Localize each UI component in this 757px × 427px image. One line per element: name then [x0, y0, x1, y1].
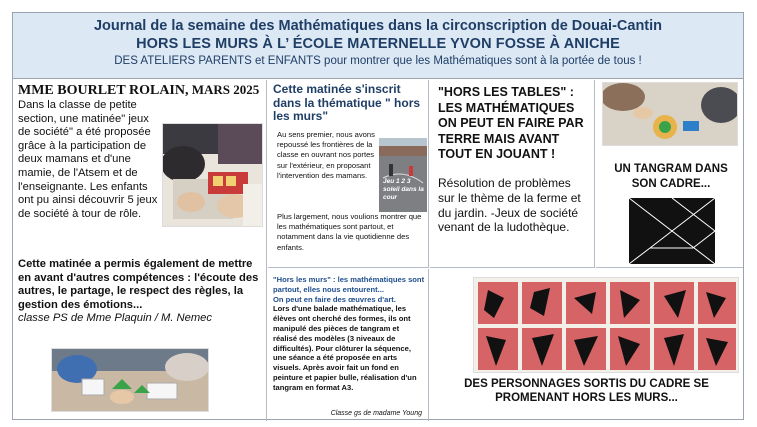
header-school: HORS LES MURS À L’ ÉCOLE MATERNELLE YVON FOSSE À ANICHE: [136, 36, 620, 52]
tangram-art-signature: Classe gs de madame Young: [330, 410, 422, 417]
photo-caption: Jeu 1 2 3 soleil dans la cour: [383, 178, 424, 201]
photo-children-table: [51, 348, 209, 412]
article-tangram-characters: [430, 269, 743, 421]
article-signature: classe PS de Mme Plaquin / M. Nemec: [18, 312, 212, 325]
newsletter-sheet: [12, 12, 744, 420]
article-date: MARS 2025: [191, 82, 260, 97]
tangram-frame-title: UN TANGRAM DANS SON CADRE...: [614, 163, 728, 190]
article-tangram-art-text: [273, 275, 425, 393]
header-subtitle: DES ATELIERS PARENTS et ENFANTS pour montrer que les Mathématiques sont à la portée de tous !: [114, 55, 642, 67]
article-tangram-frame: [596, 80, 743, 268]
article-hors-les-tables: [430, 80, 595, 268]
tangram-black-square: [629, 198, 715, 264]
article-hors-les-murs-title: Cette matinée s'inscrit dans la thématique " hors les murs": [273, 82, 421, 123]
article-paragraph-2: [18, 258, 264, 326]
quote-math-everywhere: "Hors les murs" : les mathématiques sont partout, elles nous entourent...: [273, 275, 425, 294]
article-paragraph-2-text: Cette matinée a permis également de mettre en avant d'autres compétences : l'écoute des autres, le partage, le respect des règles, la gestion des émotions...: [18, 258, 259, 311]
article-paragraph-1: Dans la classe de petite section, une matinée" jeux de société" a été proposée grâce à la participation de deux mamans et d'une mamie, de l'Atsem et de l'enseignante. Les enfants ont pu ainsi découvrir 5 jeux de société à tour de rôle.: [18, 99, 158, 220]
author-name: MME BOURLET ROLAIN,: [18, 83, 189, 98]
header-title: Journal de la semaine des Mathématiques dans la circonscription de Douai-Cantin: [93, 18, 663, 34]
quote-art: On peut en faire des œuvres d'art.: [273, 294, 396, 304]
article-jeux-de-societe: [13, 80, 267, 421]
photo-playground: [379, 138, 427, 212]
tangram-characters-title: DES PERSONNAGES SORTIS DU CADRE SE PROMENANT HORS LES MURS...: [464, 378, 709, 404]
hors-les-tables-title: "HORS LES TABLES" : LES MATHÉMATIQUES ON PEUT EN FAIRE PAR TERRE MAIS AVANT TOUT EN JOUANT !: [438, 85, 584, 161]
photo-tangram-characters: [473, 277, 739, 373]
hors-les-tables-text: Résolution de problèmes sur le thème de la ferme et du jardin. -Jeux de société venant de la ludothèque.: [438, 176, 581, 235]
photo-floor-game: [602, 82, 738, 146]
header-banner: [13, 13, 743, 79]
article-tangram-art: [268, 269, 429, 421]
article-hors-les-murs-text-1: Au sens premier, nous avons repoussé les frontières de la classe en ouvrant nos portes sur l'extérieur, en proposant l'intervention des mamans.: [277, 130, 375, 180]
tangram-art-body: Lors d'une balade mathématique, les élèves ont cherché des formes, ils ont manipulé des pièces de tangram et réalisé des modèles (3 niveaux de difficultés). Pour clôturer la séquence, une séance a été proposée en arts visuels. Après avoir fait un fond en peinture et papier bulle, réalisation d'un tangram en format A3.: [273, 304, 417, 392]
photo-board-game: [162, 123, 263, 227]
article-hors-les-murs: [268, 80, 429, 268]
article-hors-les-murs-text-2: Plus largement, nous voulions montrer que les mathématiques sont partout, et notamment dans la vie quotidienne des enfants.: [277, 212, 422, 252]
article-author: [18, 82, 259, 99]
